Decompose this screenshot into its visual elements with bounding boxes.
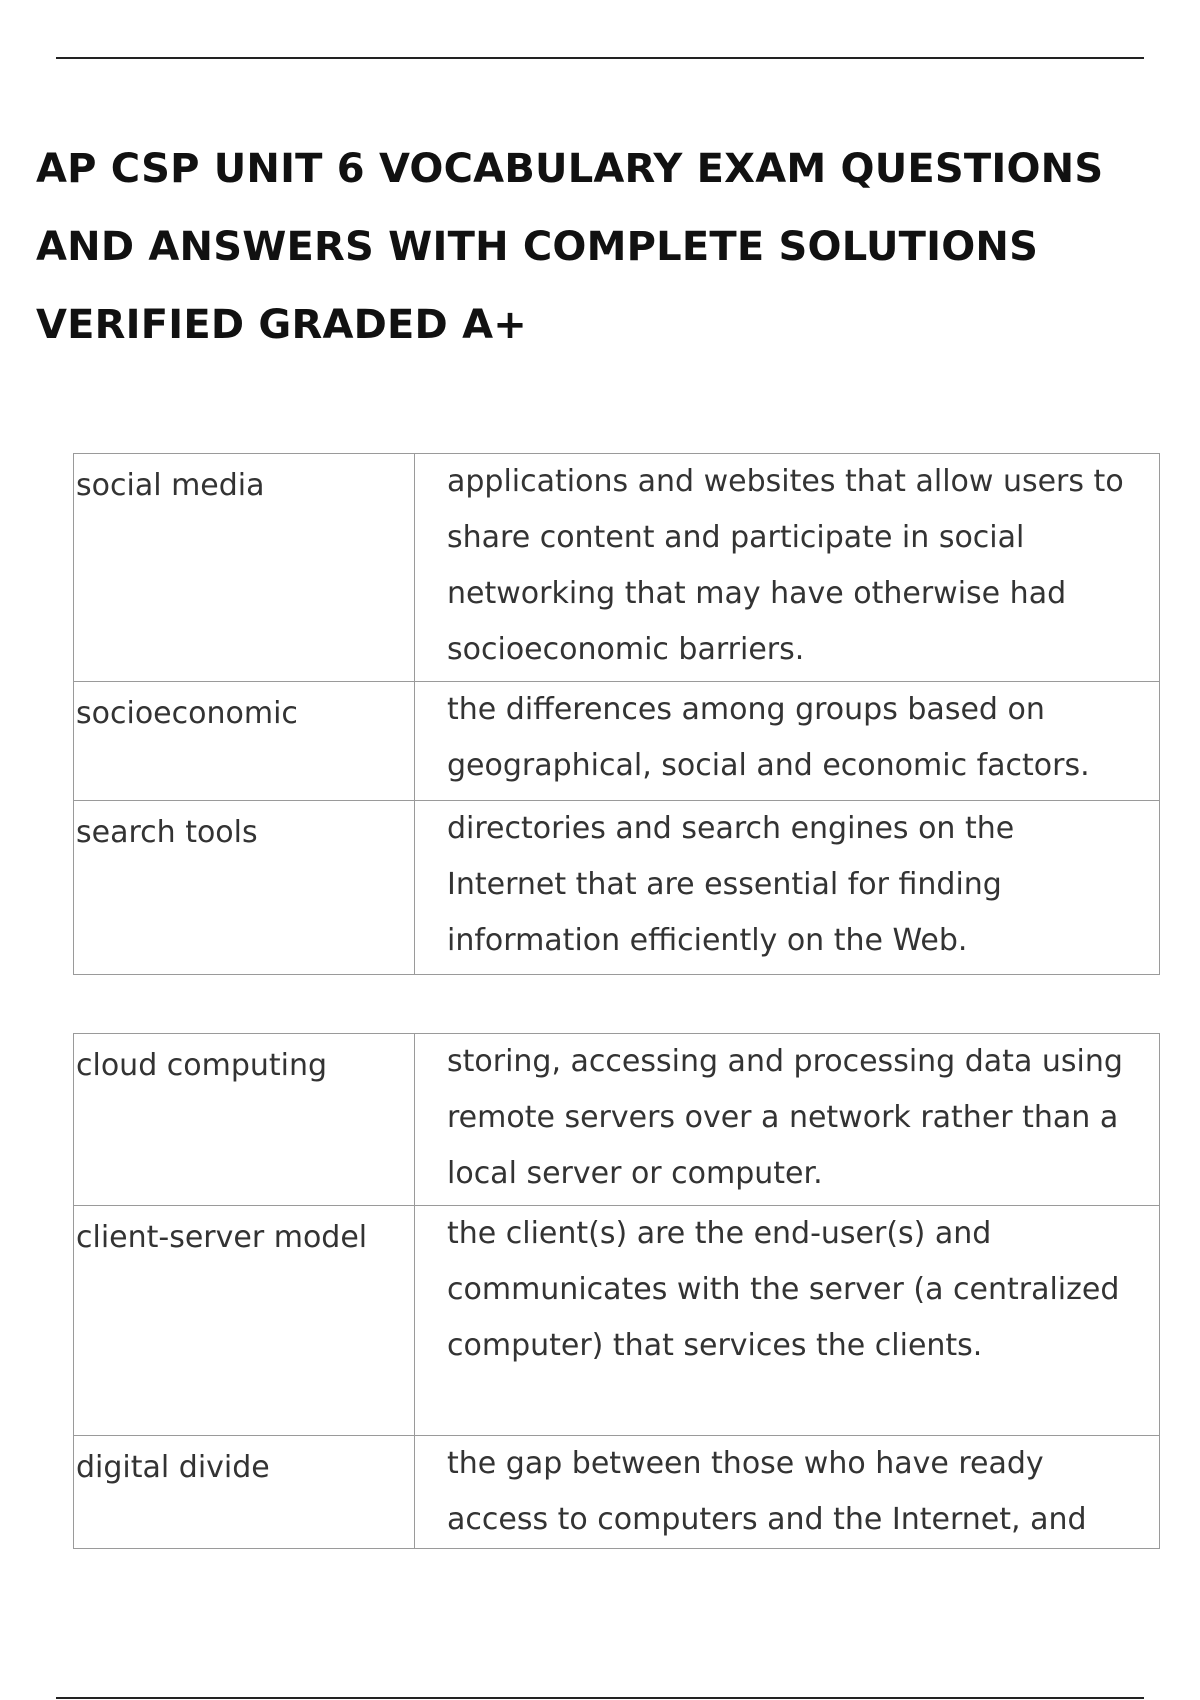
table-row [74,1436,1160,1549]
term-cell: socioeconomic [74,682,415,801]
bottom-rule [56,1697,1144,1699]
page-title: AP CSP UNIT 6 VOCABULARY EXAM QUESTIONS AND ANSWERS WITH COMPLETE SOLUTIONS VERIFIED GRADED A+ [36,146,1104,348]
term-cell: digital divide [74,1436,415,1549]
term-cell: social media [74,454,415,682]
vocab-table-2 [73,1033,1160,1549]
vocab-table-1 [73,453,1160,975]
table-row [74,1034,1160,1206]
definition-cell: the client(s) are the end-user(s) and communicates with the server (a centralized computer) that services the clients. [415,1206,1160,1436]
term-cell: cloud computing [74,1034,415,1206]
table-row [74,801,1160,975]
table-row [74,682,1160,801]
table-row [74,1206,1160,1436]
definition-cell: storing, accessing and processing data using remote servers over a network rather than a local server or computer. [415,1034,1160,1206]
term-cell: search tools [74,801,415,975]
definition-cell: directories and search engines on the Internet that are essential for finding information efficiently on the Web. [415,801,1160,975]
top-rule [56,57,1144,59]
definition-cell: applications and websites that allow users to share content and participate in social networking that may have otherwise had socioeconomic barriers. [415,454,1160,682]
definition-cell: the gap between those who have ready access to computers and the Internet, and [415,1436,1160,1549]
table-row [74,454,1160,682]
term-cell: client-server model [74,1206,415,1436]
definition-cell: the differences among groups based on geographical, social and economic factors. [415,682,1160,801]
